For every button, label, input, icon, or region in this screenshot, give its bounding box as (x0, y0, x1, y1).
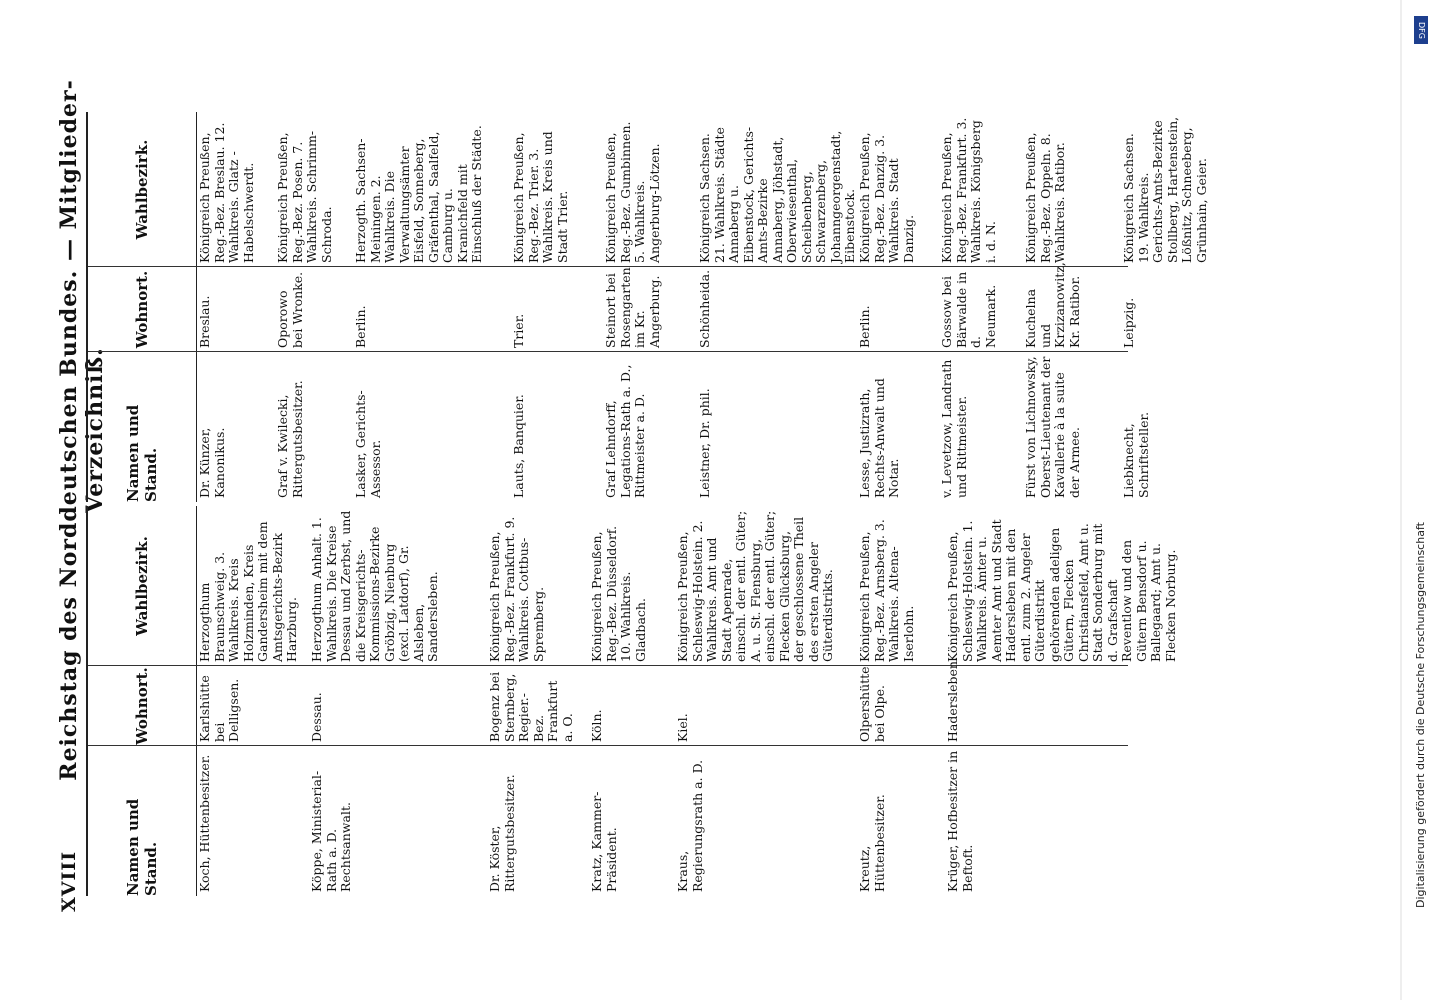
member-district: Königreich Sachsen. 21. Wahlkreis. Städte Annaberg u. Eibenstock, Gerichts-Amts-Bezirke Annaberg, Jöhstadt, Oberwiesenthal, Scheibenberg, Schwarzenberg, Johanngeorgenstadt, Eibenstock. (697, 126, 857, 263)
member-district: Königreich Preußen, Reg.-Bez. Arnsberg. 3. Wahlkreis. Altena-Iserlohn. (857, 519, 916, 662)
member-name: Lasker, Gerichts-Assessor. (353, 390, 383, 498)
member-name: Koch, Hüttenbesitzer. (197, 754, 212, 892)
member-residence: Bogenz bei Sternberg, Regier.-Bez. Frankfurt a. O. (487, 671, 575, 742)
member-residence: Leipzig. (1121, 297, 1136, 348)
member-name: Fürst von Lichnowsky, Oberst-Lieutenant der Kavallerie à la suite der Armee. (1023, 356, 1082, 498)
member-district: Herzogthum Braunschweig. 3. Wahlkreis. Kreis Holzminden, Kreis Gandersheim mit dem Amtsgerichts-Bezirk Harzburg. (197, 521, 299, 662)
table-body (197, 506, 1178, 896)
member-district: Königreich Preußen, Reg.-Bez. Frankfurt. 9. Wahlkreis. Cottbus-Spremberg. (487, 516, 546, 662)
header-residence: Wohnort. (133, 270, 151, 349)
table-header (88, 506, 197, 896)
member-name: v. Levetzow, Landrath und Rittmeister. (939, 359, 969, 498)
header-residence: Wohnort. (133, 667, 151, 745)
member-district: Königreich Preußen, Reg.-Bez. Breslau. 12. Wahlkreis. Glatz - Habelschwerdt. (197, 122, 256, 263)
running-head: Reichstag des Norddeutschen Bundes. — Mitglieder-Verzeichniß. (56, 79, 108, 781)
member-residence: Steinort bei Rosengarten im Kr. Angerburg. (603, 267, 662, 348)
member-residence: Berlin. (857, 305, 872, 348)
member-residence: Oporowo bei Wronke. (275, 271, 305, 348)
member-name: Dr. Köster, Rittergutsbesitzer. (487, 774, 517, 892)
member-district: Königreich Preußen, Reg.-Bez. Frankfurt. 3. Wahlkreis. Königsberg i. d. N. (939, 117, 998, 263)
member-district: Königreich Preußen, Schleswig-Holstein. 2. Wahlkreis. Amt und Stadt Apenrade, einschl. der entl. Güter; A. u. St. Flensburg, einschl. der entl. Güter; Flecken Glücksburg, der geschlossene Theil des ersten Angeler Güterdistrikts. (675, 510, 835, 662)
member-district: Königreich Preußen, Reg.-Bez. Posen. 7. Wahlkreis. Schrimm-Schroda. (275, 130, 334, 263)
member-name: Kraus, Regierungsrath a. D. (675, 759, 705, 892)
member-residence: Schönheida. (697, 269, 712, 348)
member-residence: Dessau. (309, 692, 324, 742)
dfg-logo: DFG (1414, 16, 1428, 44)
member-residence: Gossow bei Bärwalde in d. Neumark. (939, 271, 998, 348)
member-residence: Trier. (511, 313, 526, 348)
member-district: Herzogthum Anhalt. 1. Wahlkreis. Die Kreise Dessau und Zerbst, und die Kreisgerichts-Kommissions-Bezirke Gröbzig, Nienburg (excl. Latdorf), Gr. Alsleben, Sandersleben. (309, 510, 440, 662)
member-name: Lesse, Justizrath, Rechts-Anwalt und Notar. (857, 378, 901, 498)
member-district: Königreich Preußen, Reg.-Bez. Düsseldorf. 10. Wahlkreis. Gladbach. (589, 525, 648, 662)
header-district: Wahlbezirk. (133, 139, 151, 240)
member-residence: Berlin. (353, 305, 368, 348)
member-district: Königreich Sachsen. 19. Wahlkreis. Gerichts-Amts-Bezirke Stollberg, Hartenstein, Lößnitz, Schneeberg, Grünhain, Geier. (1121, 116, 1209, 263)
members-table-right (86, 112, 1209, 502)
member-residence: Köln. (589, 709, 604, 742)
member-district: Königreich Preußen, Reg.-Bez. Danzig. 3. Wahlkreis. Stadt Danzig. (857, 132, 916, 263)
funding-note: Digitalisierung gefördert durch die Deutsche Forschungsgemeinschaft (1414, 522, 1427, 908)
member-name: Dr. Künzer, Kanonikus. (197, 427, 227, 498)
member-district: Königreich Preußen, Schleswig-Holstein. 1. Wahlkreis. Ämter u. Aemter Amt und Stadt Hadersleben mit den entl. zum 2. Angeler Güterdistrikt gehörenden adeligen Gütern, Flecken Christiansfeld, Amt u. Stadt Sonderburg mit d. Grafschaft Reventlow und den Gütern Bensdorf u. Ballegaard; Amt u. Flecken Norburg. (945, 519, 1178, 662)
member-name: Leistner, Dr. phil. (697, 388, 712, 498)
page-number: XVIII (58, 850, 80, 912)
member-district: Königreich Preußen, Reg.-Bez. Oppeln. 8. Wahlkreis. Ratibor. (1023, 132, 1067, 263)
member-name: Lauts, Banquier. (511, 394, 526, 498)
member-name: Liebknecht, Schriftsteller. (1121, 411, 1151, 498)
member-name: Graf v. Kwilecki, Rittergutsbesitzer. (275, 380, 305, 498)
member-residence: Kiel. (675, 713, 690, 742)
members-table-left (86, 506, 1178, 896)
member-name: Krüger, Hofbesitzer in Beftoft. (945, 750, 975, 892)
header-district: Wahlbezirk. (133, 536, 151, 636)
member-name: Kratz, Kammer-Präsident. (589, 791, 619, 892)
member-residence: Olpershütte bei Olpe. (857, 666, 887, 742)
member-name: Kreutz, Hüttenbesitzer. (857, 794, 887, 892)
member-name: Köppe, Ministerial-Rath a. D. Rechtsanwalt. (309, 770, 353, 892)
member-residence: Kuchelna und Krzizanowitz, Kr. Ratibor. (1023, 262, 1082, 348)
digitization-stamp (1412, 8, 1430, 988)
member-district: Herzogth. Sachsen-Meiningen. 2. Wahlkreis. Die Verwaltungsämter Eisfeld, Sonneberg, Gräfenthal, Saalfeld, Camburg u. Kranichfeld mit Einschluß der Städte. (353, 125, 484, 263)
table-header (88, 112, 197, 502)
member-district: Königreich Preußen, Reg.-Bez. Trier. 3. Wahlkreis. Kreis und Stadt Trier. (511, 131, 570, 263)
header-name: Namen und Stand. (124, 798, 160, 896)
member-residence: Hadersleben. (945, 657, 960, 742)
header-name: Namen und Stand. (124, 404, 160, 502)
member-district: Königreich Preußen, Reg.-Bez. Gumbinnen. 5. Wahlkreis. Angerburg-Lötzen. (603, 121, 662, 263)
table-body (197, 112, 1209, 502)
member-residence: Breslau. (197, 295, 212, 348)
member-name: Graf Lehndorff, Legations-Rath a. D., Rittmeister a. D. (603, 364, 647, 498)
member-residence: Karlshütte bei Delligsen. (197, 675, 241, 742)
